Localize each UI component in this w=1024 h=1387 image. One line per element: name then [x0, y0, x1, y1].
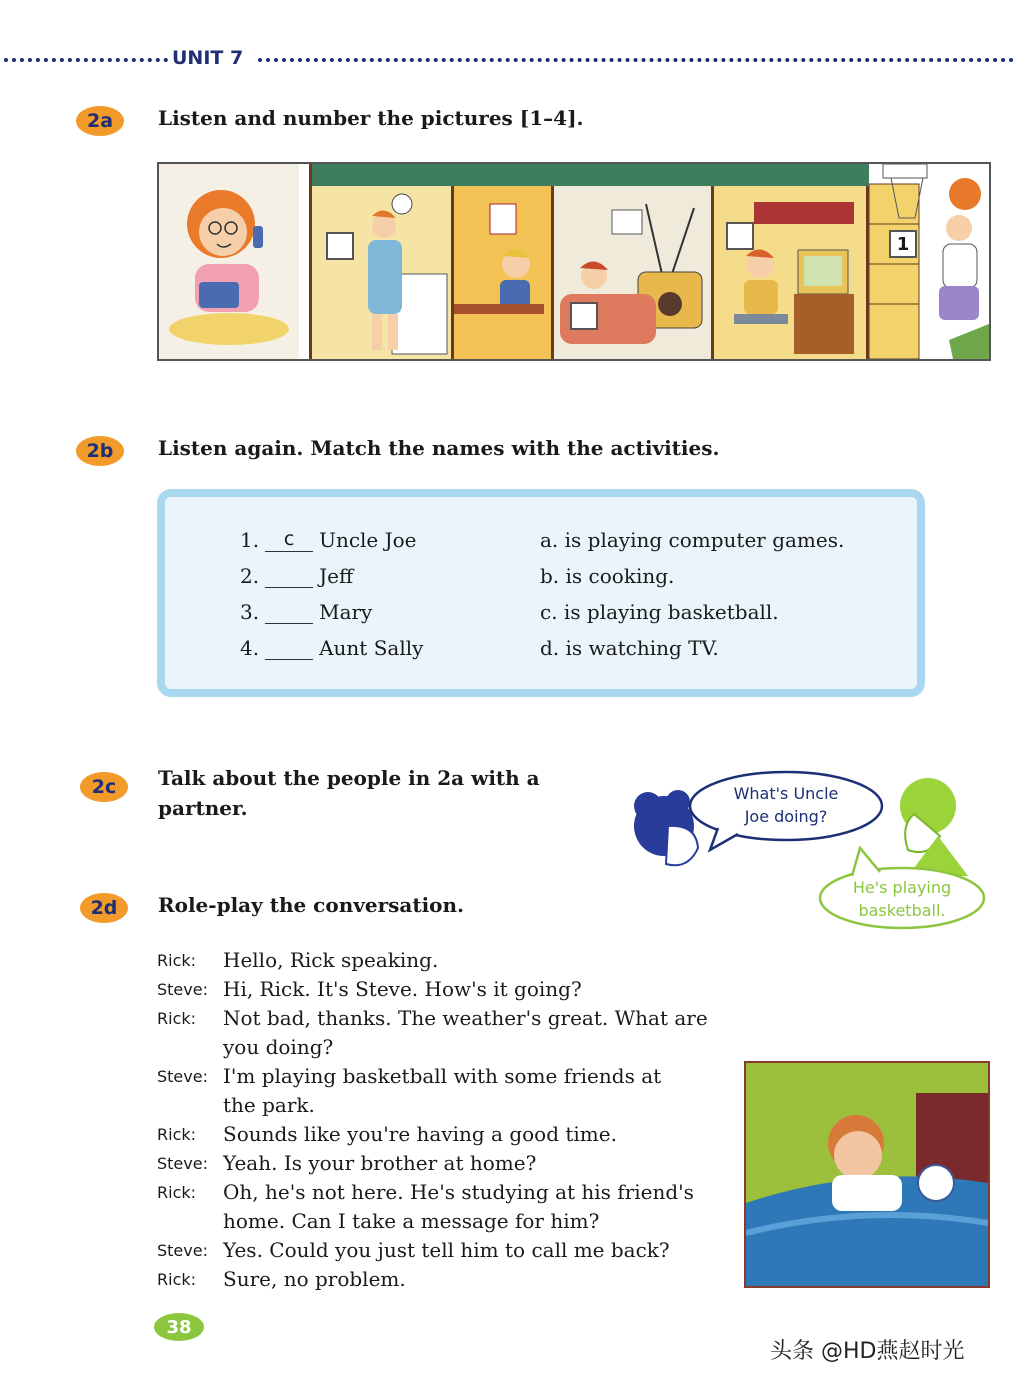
- dialogue-line: [157, 1004, 737, 1033]
- speaker: Rick:: [157, 1125, 197, 1144]
- activity-d: d. is watching TV.: [540, 636, 719, 660]
- answer-bubble-text: [826, 876, 978, 922]
- cooking-illustration: [312, 164, 457, 359]
- matching-exercise-box: [157, 489, 925, 697]
- match-row-4: [240, 636, 423, 660]
- speaker: [157, 1033, 223, 1062]
- speaker: Steve:: [157, 1241, 208, 1260]
- dialogue-line: [157, 1265, 737, 1294]
- instruction-2c-line2: partner.: [158, 796, 248, 820]
- question-line-2: Joe doing?: [744, 807, 828, 826]
- utterance: Sounds like you're having a good time.: [223, 1122, 617, 1146]
- speaker: Rick:: [157, 1270, 197, 1289]
- speaker: Rick:: [157, 951, 197, 970]
- dialogue-line: [157, 1062, 737, 1091]
- utterance: the park.: [223, 1093, 315, 1117]
- speaker: [157, 1207, 223, 1236]
- section-badge-2a: 2a: [76, 106, 124, 136]
- dialogue-line: [157, 1120, 737, 1149]
- answer-blank-2[interactable]: [265, 564, 313, 588]
- answer-blank-4[interactable]: [265, 636, 313, 660]
- instruction-2a: Listen and number the pictures [1–4].: [158, 106, 584, 130]
- section-badge-2c: 2c: [80, 772, 128, 802]
- utterance: I'm playing basketball with some friends at: [223, 1064, 662, 1088]
- speaker: Steve:: [157, 1067, 208, 1086]
- utterance: Not bad, thanks. The weather's great. What are: [223, 1006, 708, 1030]
- boy-on-phone-image: [746, 1063, 988, 1286]
- watermark: 头条 @HD燕赵时光: [770, 1339, 965, 1364]
- match-number: 4.: [240, 636, 260, 660]
- activity-a: a. is playing computer games.: [540, 528, 845, 552]
- match-number: 3.: [240, 600, 260, 624]
- match-number: 1.: [240, 528, 260, 552]
- number-box-computer[interactable]: [726, 222, 754, 250]
- instruction-2c-line1: Talk about the people in 2a with a: [158, 766, 540, 790]
- speaker: Steve:: [157, 1154, 208, 1173]
- question-bubble-text: [700, 782, 872, 828]
- answer-line-2: basketball.: [858, 901, 946, 920]
- number-box-cooking[interactable]: [326, 232, 354, 260]
- instruction-2b: Listen again. Match the names with the activities.: [158, 436, 720, 460]
- dialogue-line: [157, 975, 737, 1004]
- unit-label: UNIT 7: [172, 47, 244, 69]
- picture-strip: [157, 162, 991, 361]
- dialogue-line: [157, 1178, 737, 1207]
- utterance: Yes. Could you just tell him to call me back?: [223, 1238, 670, 1262]
- speaker: [157, 1091, 223, 1120]
- answer-line-1: He's playing: [852, 878, 952, 897]
- dialogue-line: [157, 1091, 737, 1120]
- match-row-3: [240, 600, 372, 624]
- girl-at-table-illustration: [454, 164, 554, 359]
- match-number: 2.: [240, 564, 260, 588]
- picture-computer-games: [714, 164, 869, 359]
- boy-on-phone-photo: [744, 1061, 990, 1288]
- utterance: Yeah. Is your brother at home?: [223, 1151, 537, 1175]
- basketball-illustration: [869, 164, 989, 359]
- header-dotted-rule-right: [258, 58, 1014, 62]
- instruction-2d: Role-play the conversation.: [158, 893, 465, 917]
- match-name: Uncle Joe: [319, 528, 417, 552]
- dialogue-line: [157, 1236, 737, 1265]
- picture-watching-tv: [554, 164, 714, 359]
- girl-on-phone-illustration: [159, 164, 299, 359]
- dialogue: [157, 946, 737, 1294]
- page-number-badge: 38: [154, 1313, 204, 1341]
- match-row-2: [240, 564, 353, 588]
- activity-b: b. is cooking.: [540, 564, 675, 588]
- picture-basketball: [869, 164, 989, 359]
- number-box-basketball[interactable]: 1: [889, 230, 917, 258]
- utterance: home. Can I take a message for him?: [223, 1209, 600, 1233]
- dialogue-line: [157, 1033, 737, 1062]
- speaker: Rick:: [157, 1009, 197, 1028]
- answer-blank-3[interactable]: [265, 600, 313, 624]
- match-name: Aunt Sally: [319, 636, 424, 660]
- picture-girl-at-table: [454, 164, 554, 359]
- header-dotted-rule-left: [4, 58, 168, 62]
- activity-c: c. is playing basketball.: [540, 600, 779, 624]
- match-name: Mary: [319, 600, 373, 624]
- utterance: you doing?: [223, 1035, 334, 1059]
- dialogue-line: [157, 946, 737, 975]
- question-line-1: What's Uncle: [733, 784, 839, 803]
- answer-blank-1[interactable]: c: [265, 528, 313, 552]
- utterance: Hi, Rick. It's Steve. How's it going?: [223, 977, 582, 1001]
- section-badge-2d: 2d: [80, 893, 128, 923]
- utterance: Oh, he's not here. He's studying at his friend's: [223, 1180, 694, 1204]
- computer-games-illustration: [714, 164, 869, 359]
- dialogue-line: [157, 1207, 737, 1236]
- match-name: Jeff: [319, 564, 354, 588]
- picture-kitchen-cooking: [309, 164, 454, 359]
- utterance: Sure, no problem.: [223, 1267, 406, 1291]
- speaker: Steve:: [157, 980, 208, 999]
- section-badge-2b: 2b: [76, 436, 124, 466]
- dialogue-line: [157, 1149, 737, 1178]
- match-row-1: [240, 528, 417, 552]
- picture-girl-on-phone: [159, 164, 299, 359]
- number-box-tv[interactable]: [570, 302, 598, 330]
- speaker: Rick:: [157, 1183, 197, 1202]
- utterance: Hello, Rick speaking.: [223, 948, 439, 972]
